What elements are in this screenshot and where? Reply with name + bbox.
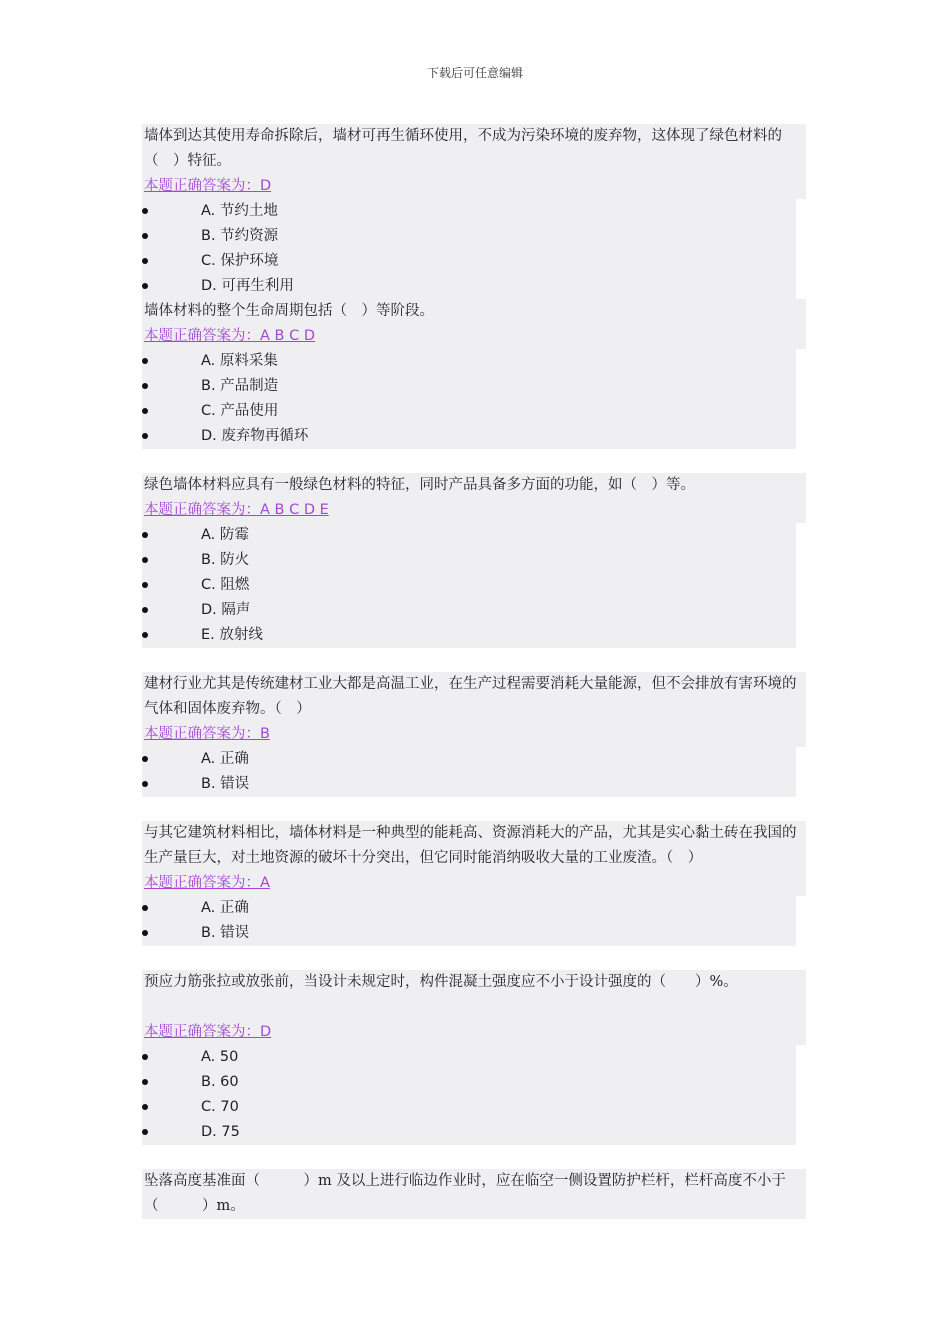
option-item[interactable]: B. 防火: [142, 548, 796, 573]
question-stem: 建材行业尤其是传统建材工业大都是高温工业，在生产过程需要消耗大量能源，但不会排放有害环境的气体和固体废弃物。（ ）: [142, 672, 806, 722]
correct-answer-link[interactable]: 本题正确答案为：D: [142, 1020, 806, 1045]
bullet-icon: [142, 781, 148, 787]
bullet-icon: [142, 1129, 148, 1135]
option-list: [142, 747, 796, 797]
option-item[interactable]: D. 废弃物再循环: [142, 424, 796, 449]
bullet-icon: [142, 1079, 148, 1085]
option-item[interactable]: C. 保护环境: [142, 249, 796, 274]
option-list: [142, 896, 796, 946]
bullet-icon: [142, 582, 148, 588]
bullet-icon: [142, 557, 148, 563]
bullet-icon: [142, 607, 148, 613]
option-list: [142, 199, 796, 299]
bullet-icon: [142, 1054, 148, 1060]
bullet-icon: [142, 905, 148, 911]
option-item[interactable]: A. 50: [142, 1045, 796, 1070]
question-stem: 与其它建筑材料相比，墙体材料是一种典型的能耗高、资源消耗大的产品，尤其是实心黏土砖在我国的生产量巨大，对土地资源的破坏十分突出，但它同时能消纳吸收大量的工业废渣。（ ）: [142, 821, 806, 871]
option-list: [142, 349, 796, 449]
bullet-icon: [142, 532, 148, 538]
bullet-icon: [142, 383, 148, 389]
option-item[interactable]: E. 放射线: [142, 623, 796, 648]
option-item[interactable]: C. 70: [142, 1095, 796, 1120]
bullet-icon: [142, 1104, 148, 1110]
bullet-icon: [142, 208, 148, 214]
option-list: [142, 1045, 796, 1145]
option-item[interactable]: C. 阻燃: [142, 573, 796, 598]
correct-answer-link[interactable]: 本题正确答案为：A B C D E: [142, 498, 806, 523]
bullet-icon: [142, 756, 148, 762]
option-item[interactable]: B. 60: [142, 1070, 796, 1095]
option-item[interactable]: A. 正确: [142, 747, 796, 772]
bullet-icon: [142, 930, 148, 936]
option-item[interactable]: A. 节约土地: [142, 199, 796, 224]
bullet-icon: [142, 233, 148, 239]
option-item[interactable]: B. 错误: [142, 921, 796, 946]
bullet-icon: [142, 408, 148, 414]
option-item[interactable]: D. 隔声: [142, 598, 796, 623]
option-item[interactable]: A. 正确: [142, 896, 796, 921]
question-stem: 绿色墙体材料应具有一般绿色材料的特征，同时产品具备多方面的功能，如（ ）等。: [142, 473, 806, 498]
bullet-icon: [142, 358, 148, 364]
correct-answer-link[interactable]: 本题正确答案为：B: [142, 722, 806, 747]
correct-answer-link[interactable]: 本题正确答案为：A: [142, 871, 806, 896]
option-item[interactable]: A. 原料采集: [142, 349, 796, 374]
option-item[interactable]: C. 产品使用: [142, 399, 796, 424]
option-item[interactable]: D. 75: [142, 1120, 796, 1145]
question-stem: 坠落高度基准面（ ）m 及以上进行临边作业时，应在临空一侧设置防护栏杆，栏杆高度不小于（ ）m。: [142, 1169, 806, 1219]
option-item[interactable]: B. 错误: [142, 772, 796, 797]
bullet-icon: [142, 258, 148, 264]
page-header: 下载后可任意编辑: [426, 66, 523, 80]
option-item[interactable]: A. 防霉: [142, 523, 796, 548]
option-item[interactable]: D. 可再生利用: [142, 274, 796, 299]
option-item[interactable]: B. 节约资源: [142, 224, 796, 249]
question-stem: 预应力筋张拉或放张前，当设计未规定时，构件混凝土强度应不小于设计强度的（ ）%。: [142, 970, 806, 1020]
correct-answer-link[interactable]: 本题正确答案为：D: [142, 174, 806, 199]
bullet-icon: [142, 283, 148, 289]
question-stem: 墙体到达其使用寿命拆除后，墙材可再生循环使用，不成为污染环境的废弃物，这体现了绿色材料的（ ）特征。: [142, 124, 806, 174]
question-stem: 墙体材料的整个生命周期包括（ ）等阶段。: [142, 299, 806, 324]
option-item[interactable]: B. 产品制造: [142, 374, 796, 399]
correct-answer-link[interactable]: 本题正确答案为：A B C D: [142, 324, 806, 349]
bullet-icon: [142, 433, 148, 439]
option-list: [142, 523, 796, 648]
bullet-icon: [142, 632, 148, 638]
